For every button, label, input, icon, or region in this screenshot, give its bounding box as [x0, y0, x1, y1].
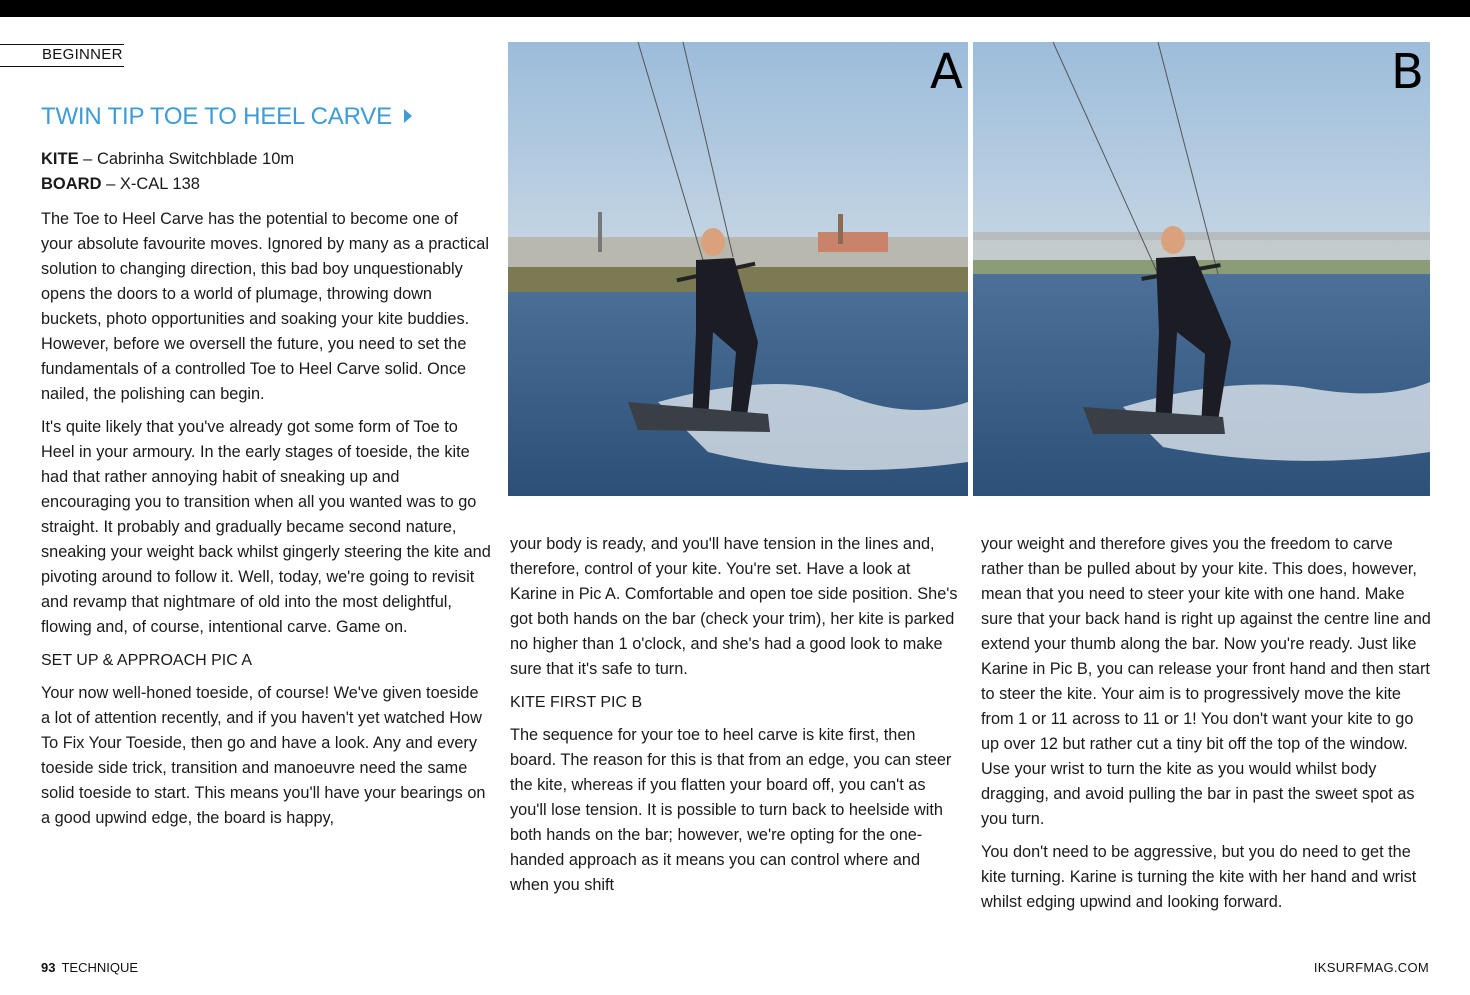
board-spec-label: BOARD	[41, 175, 102, 193]
footer-section: TECHNIQUE	[61, 960, 139, 975]
page-number: 93	[41, 960, 56, 975]
kitesurfer-photo-a	[508, 42, 968, 496]
photo-b	[973, 42, 1430, 496]
column3-paragraph-1: your weight and therefore gives you the freedom to carve rather than be pulled about by your kite. This does, however, mean that you need to steer your kite with one hand. Make sure that your back hand is right up against the centre line and extend your thumb along the bar. Now you're ready. Just like Karine in Pic B, you can release your front hand and then start to steer the kite. Your aim is to progressively move the kite from 1 or 11 across to 11 or 1! You don't want your kite to go up over 12 but rather cut a tiny bit off the top of the window. Use your wrist to turn the kite as you would whilst body dragging, and avoid pulling the bar in past the sweet spot as you turn.	[981, 535, 1431, 828]
kite-spec-value: – Cabrinha Switchblade 10m	[78, 150, 295, 168]
column1-paragraph-2: It's quite likely that you've already got some form of Toe to Heel in your armoury. In the early stages of toeside, the kite had that rather annoying habit of sneaking up and encouraging you to transition when all you wanted was to go straight. It probably and gradually became second nature, sneaking your weight back whilst gingerly steering the kite and pivoting around to follow it. Well, today, we're going to revisit and revamp that nightmare of old into the most delightful, flowing and, of course, intentional carve. Game on.	[41, 418, 491, 636]
gear-specs	[41, 147, 294, 197]
column2-paragraph-1: your body is ready, and you'll have tension in the lines and, therefore, control of your kite. You're set. Have a look at Karine in Pic A. Comfortable and open toe side position. She's got both hands on the bar (check your trim), her kite is parked no higher than 1 o'clock, and she's had a good look to make sure that it's safe to turn.	[510, 535, 958, 678]
footer-left	[41, 960, 138, 975]
column1-paragraph-1: The Toe to Heel Carve has the potential to become one of your absolute favourite moves. Ignored by many as a practical solution to changing direction, this bad boy unquestionably opens the doors to a world of plumage, throwing down buckets, photo opportunities and soaking your kite buddies. However, before we oversell the future, you need to set the fundamentals of a controlled Toe to Heel Carve solid. Once nailed, the polishing can begin.	[41, 210, 489, 403]
board-spec	[41, 172, 294, 197]
photo-a	[508, 42, 968, 496]
column3-paragraph-2: You don't need to be aggressive, but you do need to get the kite turning. Karine is turning the kite with her hand and wrist whilst edging upwind and looking forward.	[981, 843, 1417, 911]
section-label: BEGINNER	[42, 46, 123, 63]
kitesurfer-photo-b	[973, 42, 1430, 496]
article-title	[41, 103, 412, 131]
board-spec-value: – X-CAL 138	[101, 175, 200, 193]
column1-paragraph-3: Your now well-honed toeside, of course! We've given toeside a lot of attention recently, and if you haven't yet watched How To Fix Your Toeside, then go and have a look. Any and every toeside side trick, transition and manoeuvre need the same solid toeside to start. This means you'll have your bearings on a good upwind edge, the board is happy,	[41, 684, 486, 827]
column1-subheading: SET UP & APPROACH PIC A	[41, 652, 253, 669]
text-column-2	[510, 532, 960, 906]
column2-paragraph-2: The sequence for your toe to heel carve is kite first, then board. The reason for this is that from an edge, you can steer the kite, whereas if you flatten your board off, you can't as you'll lose tension. It is possible to turn back to heelside with both hands on the bar; however, we're opting for the one-handed approach as it means you can control where and when you shift	[510, 726, 952, 894]
kite-spec-label: KITE	[41, 150, 79, 168]
play-arrow-icon[interactable]	[404, 109, 412, 123]
section-rule-bottom	[0, 66, 124, 67]
section-rule-top	[0, 44, 124, 45]
article-title-text: TWIN TIP TOE TO HEEL CARVE	[41, 103, 392, 130]
text-column-3	[981, 532, 1431, 923]
footer-site[interactable]: IKSURFMAG.COM	[1313, 960, 1429, 975]
photo-a-label: A	[930, 44, 963, 100]
column2-subheading: KITE FIRST PIC B	[510, 694, 643, 711]
top-black-bar	[0, 0, 1470, 17]
kite-spec	[41, 147, 294, 172]
section-tag	[0, 44, 124, 68]
text-column-1	[41, 207, 491, 839]
photo-b-label: B	[1391, 44, 1424, 100]
